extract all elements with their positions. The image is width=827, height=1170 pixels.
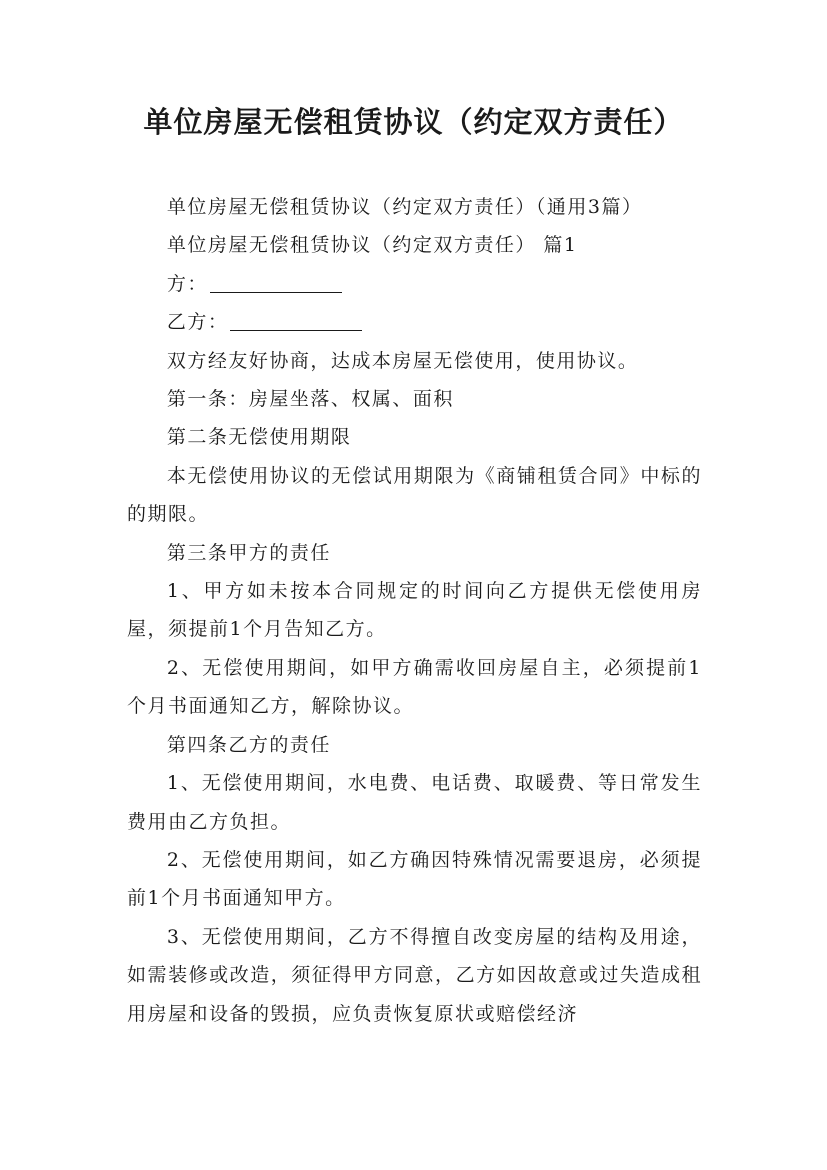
paragraph-subtitle: 单位房屋无偿租赁协议（约定双方责任）（通用3篇） xyxy=(166,196,643,218)
paragraph-article-3-item-1: 1、甲方如未按本合同规定的时间向乙方提供无偿使用房屋，须提前1个月告知乙方。 xyxy=(127,580,702,641)
party-b-blank-line xyxy=(230,310,362,331)
paragraph-article-1: 第一条：房屋坐落、权属、面积 xyxy=(166,388,454,411)
paragraph-party-a xyxy=(127,265,702,303)
party-b-label: 乙方： xyxy=(166,311,229,334)
paragraph-article-4-item-2: 2、无偿使用期间，如乙方确因特殊情况需要退房，必须提前1个月书面通知甲方。 xyxy=(127,848,702,910)
paragraph-article-4-item-3: 3、无偿使用期间，乙方不得擅自改变房屋的结构及用途，如需装修或改造，须征得甲方同意，乙方如因故意或过失造成租用房屋和设备的毁损，应负责恢复原状或赔偿经济 xyxy=(127,925,702,1025)
paragraph-intro: 双方经友好协商，达成本房屋无偿使用，使用协议。 xyxy=(166,349,639,372)
paragraph-party-b xyxy=(127,303,702,341)
paragraph-article-4-item-1: 1、无偿使用期间，水电费、电话费、取暖费、等日常发生费用由乙方负担。 xyxy=(127,772,702,833)
party-a-label: 方： xyxy=(166,272,208,295)
party-a-blank-line xyxy=(210,272,342,293)
paragraph-article-3: 第三条甲方的责任 xyxy=(166,541,331,564)
paragraph-section-heading: 单位房屋无偿租赁协议（约定双方责任） 篇1 xyxy=(166,234,578,257)
paragraph-article-2: 第二条无偿使用期限 xyxy=(166,426,352,449)
paragraph-article-3-item-2: 2、无偿使用期间，如甲方确需收回房屋自主，必须提前1个月书面通知乙方，解除协议。 xyxy=(127,656,702,718)
paragraph-article-4: 第四条乙方的责任 xyxy=(166,733,331,756)
document-body xyxy=(127,188,702,1033)
paragraph-article-2-text: 本无偿使用协议的无偿试用期限为《商铺租赁合同》中标的的期限。 xyxy=(127,464,702,526)
document-title: 单位房屋无偿租赁协议（约定双方责任） xyxy=(143,105,684,139)
